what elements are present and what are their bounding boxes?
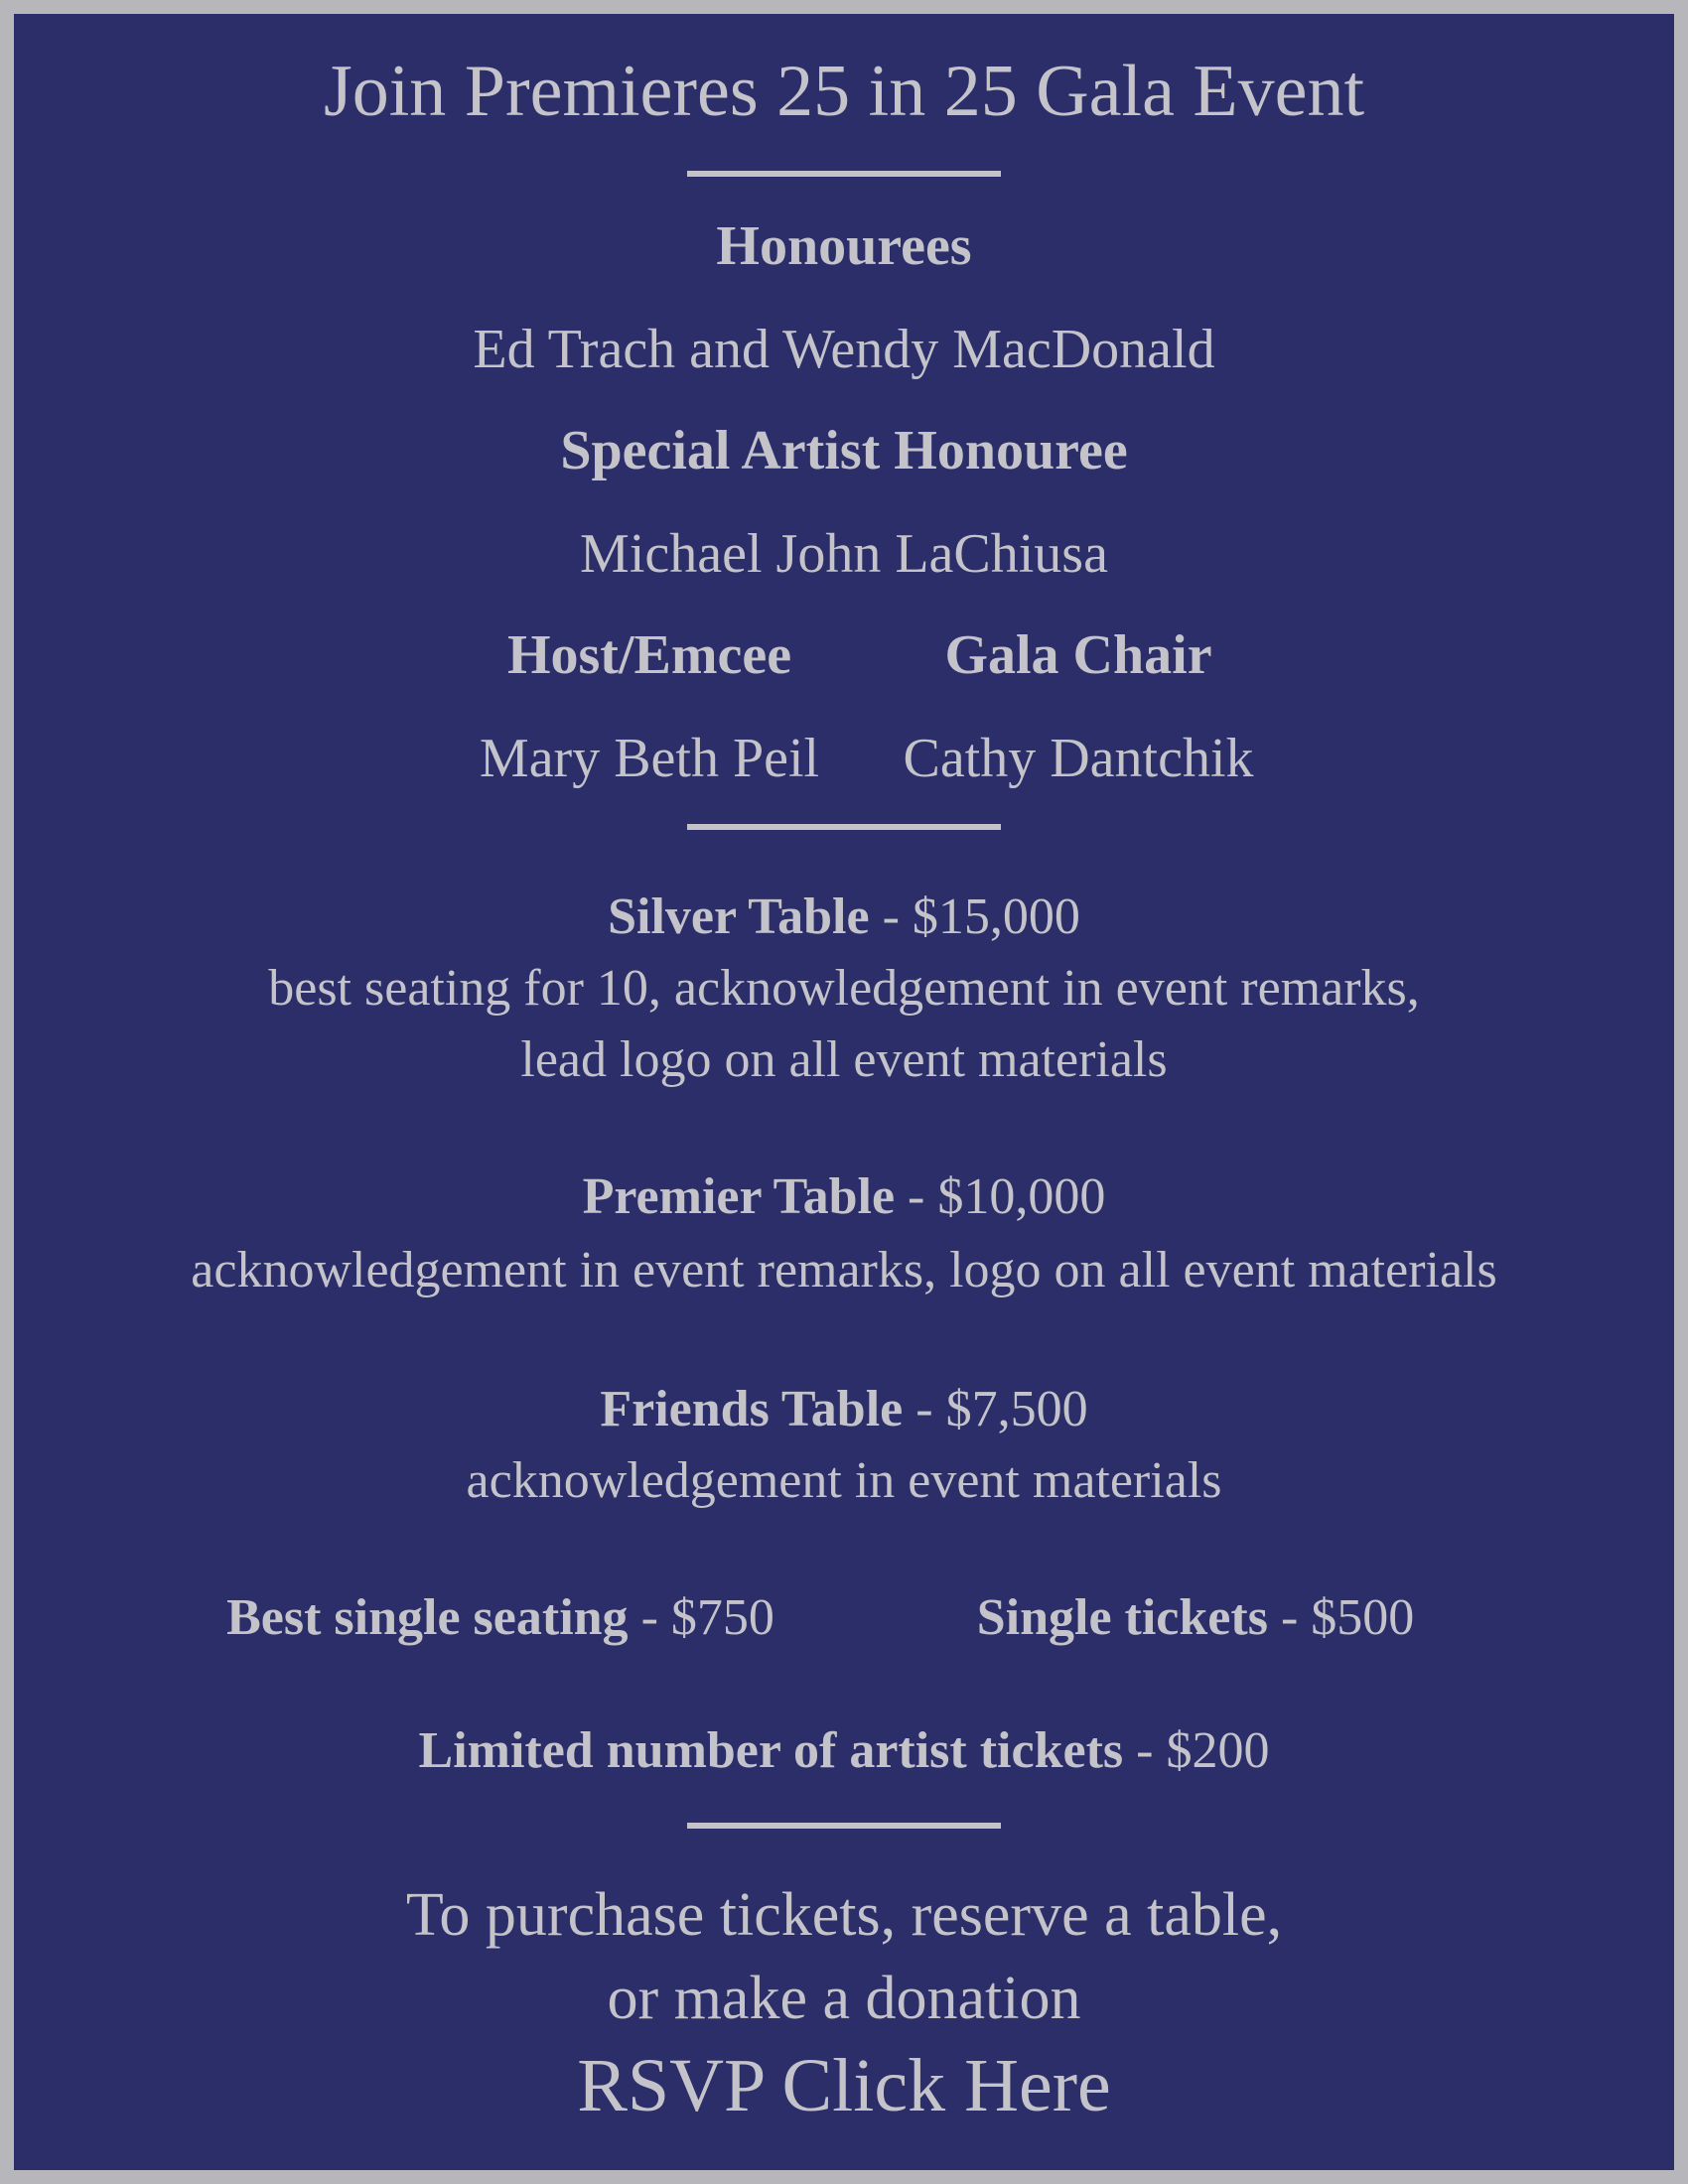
best-single-seating-tier xyxy=(193,1588,808,1647)
friends-table-name: Friends Table xyxy=(600,1381,904,1437)
silver-table-description: lead logo on all event materials xyxy=(520,1031,1168,1088)
divider xyxy=(687,171,1001,177)
page-title: Join Premieres 25 in 25 Gala Event xyxy=(323,51,1365,132)
rsvp-link[interactable]: RSVP Click Here xyxy=(577,2044,1111,2127)
single-tickets-name: Single tickets xyxy=(976,1589,1268,1646)
single-tickets-tier xyxy=(927,1588,1464,1647)
silver-table-description: best seating for 10, acknowledgement in event remarks, xyxy=(268,960,1420,1017)
host-heading: Host/Emcee xyxy=(506,624,792,686)
premier-table-name: Premier Table xyxy=(582,1168,896,1225)
silver-table-price: - $15,000 xyxy=(869,888,1080,945)
friends-table-tier xyxy=(14,1380,1674,1438)
friends-table-description: acknowledgement in event materials xyxy=(466,1452,1222,1509)
premier-table-description: acknowledgement in event remarks, logo on all event materials xyxy=(191,1242,1497,1298)
artist-tickets-price: - $200 xyxy=(1123,1722,1270,1779)
divider xyxy=(687,824,1001,830)
gala-chair-heading: Gala Chair xyxy=(944,624,1212,686)
honourees-names: Ed Trach and Wendy MacDonald xyxy=(473,319,1215,380)
artist-tickets-name: Limited number of artist tickets xyxy=(418,1722,1124,1779)
premier-table-tier xyxy=(14,1167,1674,1226)
divider xyxy=(687,1823,1001,1829)
artist-tickets-tier xyxy=(14,1721,1674,1780)
best-single-seating-name: Best single seating xyxy=(226,1589,629,1646)
honourees-heading: Honourees xyxy=(716,215,972,277)
special-artist-name: Michael John LaChiusa xyxy=(580,523,1108,585)
premier-table-price: - $10,000 xyxy=(895,1168,1106,1225)
single-tickets-price: - $500 xyxy=(1267,1589,1415,1646)
silver-table-name: Silver Table xyxy=(608,888,870,945)
gala-invitation-panel xyxy=(14,14,1674,2170)
cta-line-2: or make a donation xyxy=(607,1965,1081,2032)
friends-table-price: - $7,500 xyxy=(903,1381,1088,1437)
special-artist-heading: Special Artist Honouree xyxy=(560,420,1128,481)
best-single-seating-price: - $750 xyxy=(628,1589,774,1646)
host-name: Mary Beth Peil xyxy=(479,728,820,789)
cta-line-1: To purchase tickets, reserve a table, xyxy=(405,1881,1283,1949)
gala-chair-name: Cathy Dantchik xyxy=(903,728,1254,789)
silver-table-tier xyxy=(14,887,1674,946)
